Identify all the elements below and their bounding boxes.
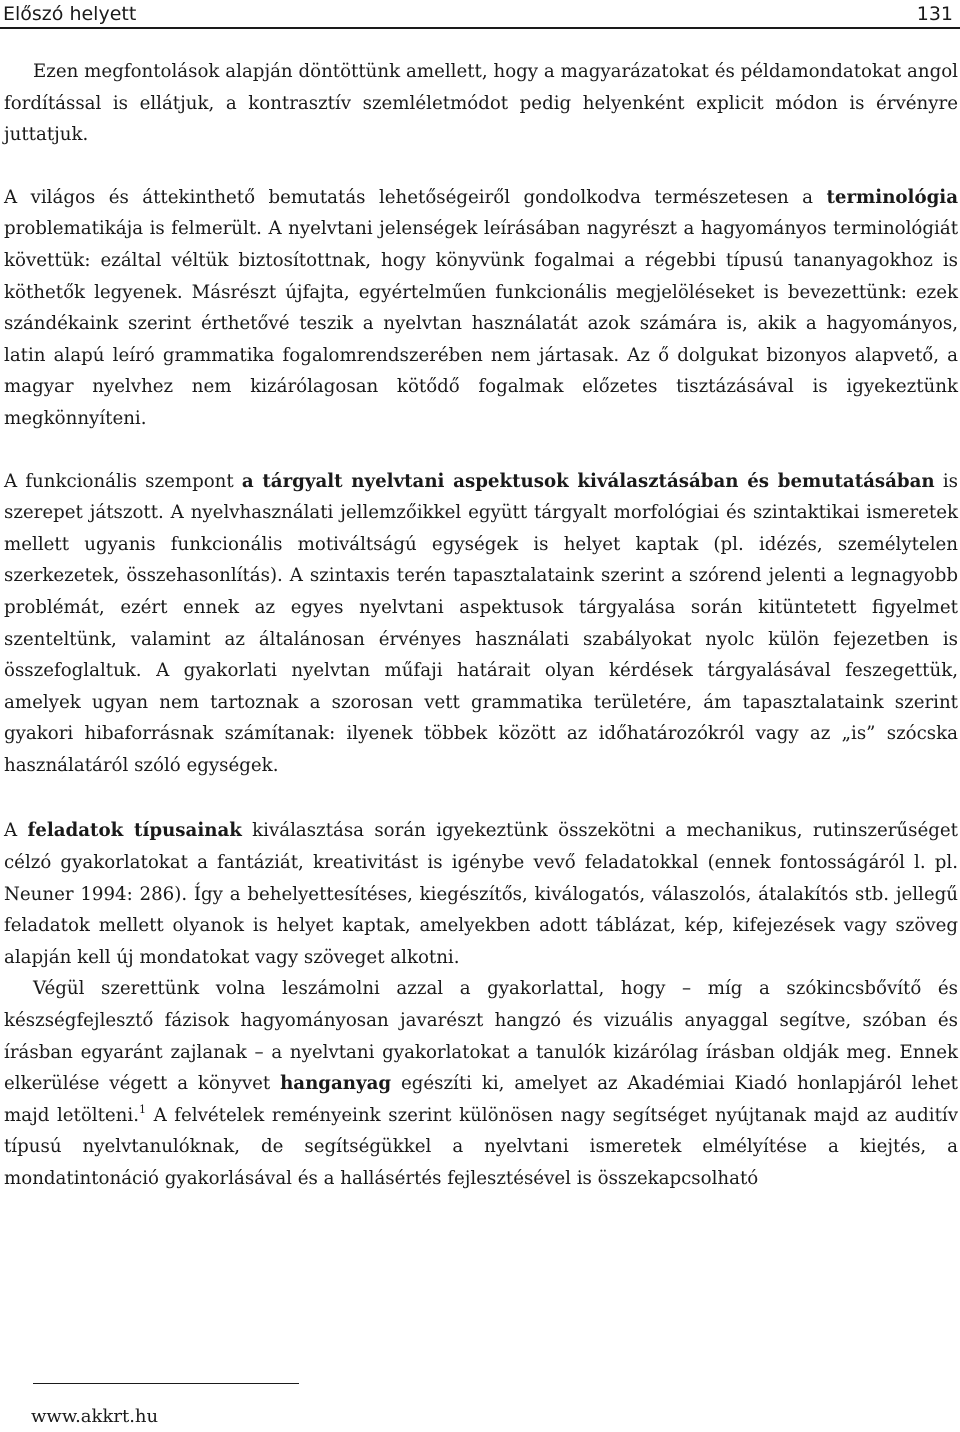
paragraph-5 <box>4 973 958 1194</box>
paragraph-3-text-cont: is szerepet játszott. A nyelvhasználati jellemzőikkel együtt tárgyalt morfológiai és szintaktikai ismeretek mellett ugyanis funkcionális motiváltságú egységek is helyet kaptak (pl. idézés, személytelen szerkezetek, összehasonlítás). A szintaxis terén tapasztalataink szerint a szórend jelenti a legnagyobb problémát, ezért ennek az egyes nyelvtani aspektusok tárgyalása során kitüntetett figyelmet szenteltünk, valamint az általánosan érvényes használati szabályokat nyolc külön fejezetben is összefoglaltuk. A gyakorlati nyelvtan műfaji határait olyan kérdések tárgyalásával feszegettük, amelyek ugyan nem tartoznak a szorosan vett grammatika területére, ám tapasztalataink szerint gyakori hibaforrásnak számítanak: ilyenek többek között az időhatározókról vagy az „is” szócska használatáról szóló egységek. <box>4 470 958 776</box>
paragraph-2-text: A világos és áttekinthető bemutatás lehetőségeiről gondolkodva természetesen a <box>4 186 827 208</box>
paragraph-3 <box>4 466 958 782</box>
page-number: 131 <box>916 3 953 25</box>
term-terminologia: terminológia <box>826 186 958 208</box>
running-header <box>0 0 960 29</box>
paragraph-3-text: A funkcionális szempont <box>4 470 242 492</box>
paragraph-1-text: Ezen megfontolások alapján döntöttünk amellett, hogy a magyarázatokat és példamondatokat angol fordítással is ellátjuk, a kontrasztív szemléletmódot pedig helyenként explicit módon is érvényre juttatjuk. <box>4 61 958 146</box>
term-hanganyag: hanganyag <box>280 1073 392 1095</box>
paragraph-4-text-cont: kiválasztása során igyekeztünk összekötni a mechanikus, rutinszerűséget célzó gyakorlatokat a fantáziát, kreativitást is igénybe vevő feladatokkal (ennek fontosságáról l. pl. Neuner 1994: 286). Így a behelyettesítéses, kiegészítős, kiválogatós, válaszolós, átalakítós stb. jellegű feladatok mellett olyanok is helyet kaptak, amelyekben adott táblázat, kép, kifejezések vagy szöveg alapján kell új mondatokat vagy szöveget alkotni. <box>4 820 958 968</box>
body-text <box>4 56 958 1195</box>
paragraph-2-text-cont: problematikája is felmerült. A nyelvtani jelenségek leírásában nagyrészt a hagyományos terminológiát követtük: ezáltal véltük biztosítottnak, hogy könyvünk fogalmai a régebbi típusú tananyagokhoz is köthetők legyenek. Másrészt újfajta, egyértelműen funkcionális megjelöléseket is bevezettünk: ezek szándékaink szerint érthetővé teszik a nyelvtan használatát azok számára is, akik a hagyományos, latin alapú leíró grammatika fogalomrendszerében nem jártasak. Az ő dolgukat bizonyos alapvető, a magyar nyelvhez nem kizárólagosan kötődő fogalmak előzetes tisztázásával is igyekeztünk megkönnyíteni. <box>4 218 958 429</box>
term-aspektusok: a tárgyalt nyelvtani aspektusok kiválasztásában és bemutatásában <box>241 470 935 492</box>
chapter-title: Előszó helyett <box>3 3 137 25</box>
paragraph-4 <box>4 815 958 973</box>
paragraph-5-text-cont: A felvételek reményeink szerint különösen nagy segítséget nyújtanak majd az auditív típusú nyelvtanulóknak, de segítségükkel a nyelvtani ismeretek elmélyítése a kiejtés, a mondatintonáció gyakorlásával és a hallásértés fejlesztésével is összekapcsolható <box>4 1104 958 1189</box>
footnote-divider <box>33 1383 299 1384</box>
website-url[interactable]: www.akkrt.hu <box>31 1406 159 1427</box>
paragraph-5-text: Végül szerettünk volna leszámolni azzal a gyakorlattal, hogy – míg a szókincsbővítő és készségfejlesztő fázisok hagyományosan javarészt hangzó és vizuális anyaggal segítve, szóban és írásban egyaránt zajlanak – a nyelvtani gyakorlatokat a tanulók kizárólag írásban oldják meg. Ennek elkerülése végett a könyvet <box>4 978 958 1095</box>
term-feladatok: feladatok típusainak <box>27 820 242 842</box>
paragraph-2 <box>4 182 958 435</box>
paragraph-5-text-mid: egészíti ki, amelyet az Akadémiai Kiadó honlapjáról lehet majd letölteni. <box>4 1073 958 1126</box>
paragraph-4-text: A <box>4 820 28 842</box>
paragraph-1 <box>4 56 958 151</box>
footnote-marker[interactable]: 1 <box>139 1102 146 1116</box>
